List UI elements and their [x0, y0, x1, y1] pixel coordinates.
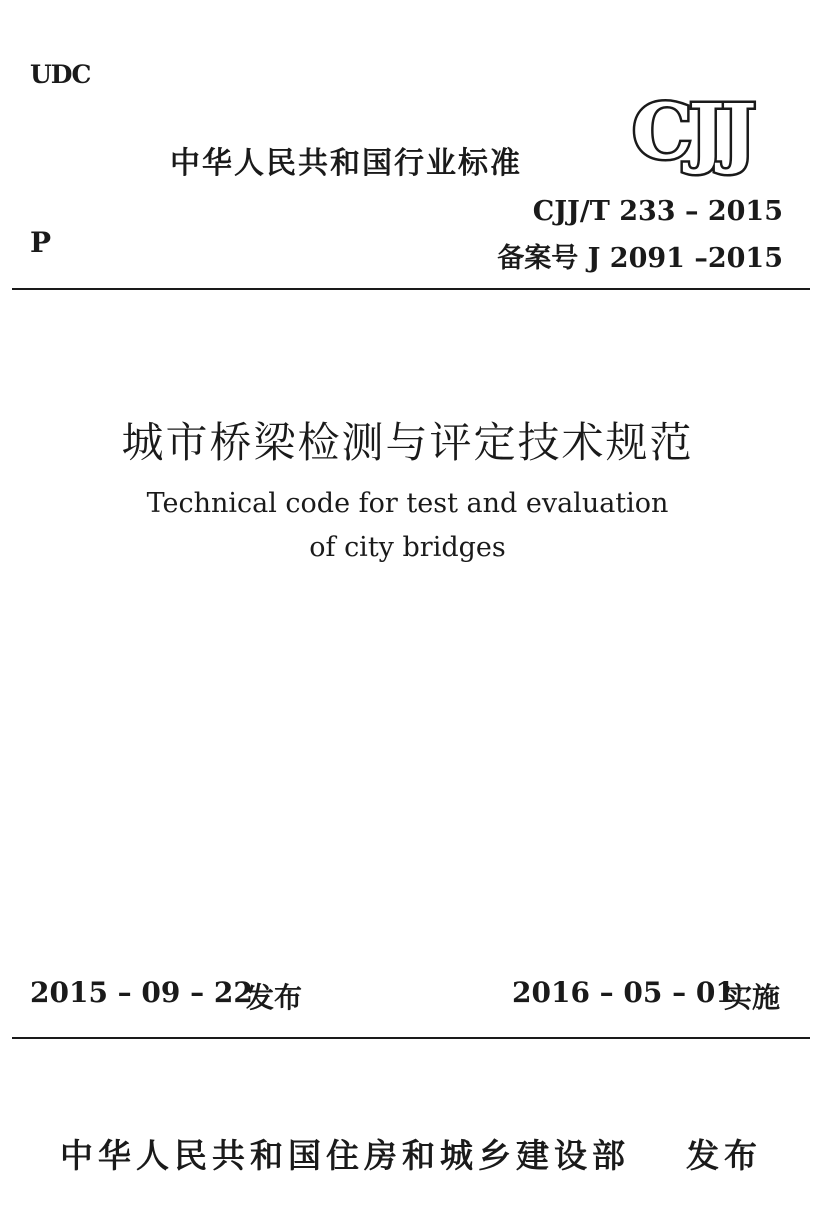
issue-date: 2015 – 09 – 22	[30, 976, 253, 1009]
publish-label: 发布	[686, 1136, 762, 1175]
top-divider	[12, 288, 810, 290]
category-label: P	[30, 226, 52, 259]
bottom-divider	[12, 1037, 810, 1039]
title-english-line2: of city bridges	[309, 532, 506, 563]
record-number: 备案号 J 2091 –2015	[497, 243, 783, 274]
cjj-logo: CJJ	[632, 87, 753, 176]
implementation-date: 2016 – 05 – 01	[512, 976, 735, 1009]
implementation-label: 实施	[724, 981, 781, 1014]
udc-label: UDC	[30, 60, 91, 89]
title-english-line1: Technical code for test and evaluation	[146, 488, 669, 519]
standard-code: CJJ/T 233 – 2015	[532, 196, 783, 227]
title-chinese: 城市桥梁检测与评定技术规范	[121, 418, 694, 467]
issue-label: 发布	[246, 981, 303, 1014]
standard-series-title: 中华人民共和国行业标准	[170, 146, 522, 181]
publisher-name: 中华人民共和国住房和城乡建设部	[60, 1136, 630, 1175]
